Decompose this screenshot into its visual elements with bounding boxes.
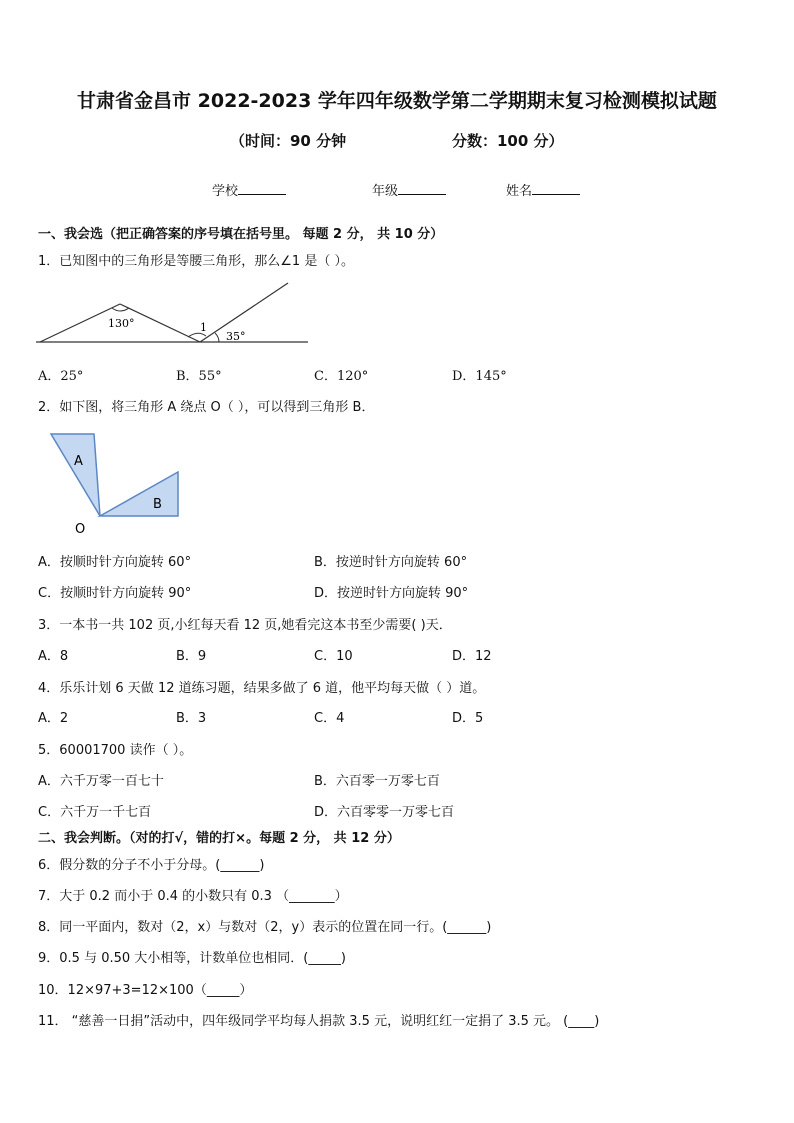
angle-35-label: 35°: [226, 330, 246, 343]
q3-option-b[interactable]: B．9: [176, 649, 207, 664]
question-10: 10．12×97+3=12×100（_____）: [38, 983, 253, 998]
triangle-a: [51, 434, 100, 516]
question-6: 6．假分数的分子不小于分母。(______): [38, 858, 265, 873]
q5-option-d[interactable]: D．六百零零一万零七百: [314, 805, 455, 820]
name-field: [506, 180, 580, 199]
q5-option-c[interactable]: C．六千万一千七百: [38, 805, 152, 820]
q1-option-d[interactable]: D．145°: [452, 369, 507, 384]
q5-option-a[interactable]: A．六千万零一百七十: [38, 774, 164, 789]
q4-option-c[interactable]: C．4: [314, 711, 345, 726]
question-2: 2．如下图，将三角形 A 绕点 O（ ），可以得到三角形 B．: [38, 400, 375, 415]
label-o: O: [75, 522, 86, 537]
q2-option-d[interactable]: D．按逆时针方向旋转 90°: [314, 586, 469, 601]
grade-field: [372, 180, 446, 199]
question-11: 11． “慈善一日捐”活动中，四年级同学平均每人捐款 3.5 元，说明红红一定捐了 3.5 元。 (____): [38, 1014, 600, 1029]
q3-option-c[interactable]: C．10: [314, 649, 353, 664]
exam-time: （时间：90 分钟: [230, 132, 347, 150]
question-1-figure: [36, 280, 311, 350]
label-a: A: [74, 454, 83, 469]
q1-option-b[interactable]: B．55°: [176, 369, 222, 384]
q1-option-a[interactable]: A．25°: [38, 369, 84, 384]
grade-blank[interactable]: [398, 182, 446, 195]
q4-option-b[interactable]: B．3: [176, 711, 207, 726]
q4-option-a[interactable]: A．2: [38, 711, 69, 726]
question-8: 8．同一平面内，数对（2，x）与数对（2，y）表示的位置在同一行。(______): [38, 920, 492, 935]
q3-option-d[interactable]: D．12: [452, 649, 492, 664]
q4-option-d[interactable]: D．5: [452, 711, 484, 726]
page-title: 甘肃省金昌市 2022-2023 学年四年级数学第二学期期末复习检测模拟试题: [77, 90, 717, 112]
label-b: B: [153, 497, 162, 512]
question-2-figure: [44, 428, 189, 540]
question-9: 9．0.5 与 0.50 大小相等，计数单位也相同．(_____): [38, 951, 346, 966]
exam-score: 分数：100 分）: [452, 132, 564, 150]
section-1-heading: 一、我会选（把正确答案的序号填在括号里。 每题 2 分， 共 10 分）: [38, 227, 444, 242]
q2-option-a[interactable]: A．按顺时针方向旋转 60°: [38, 555, 192, 570]
q1-option-c[interactable]: C．120°: [314, 369, 369, 384]
triangle-b: [100, 472, 178, 516]
grade-label: 年级: [372, 184, 399, 199]
apex-angle-arc: [112, 308, 129, 311]
name-label: 姓名: [506, 184, 533, 199]
school-field: [212, 180, 286, 199]
angle-35-arc: [215, 333, 219, 342]
school-blank[interactable]: [238, 182, 286, 195]
q3-option-a[interactable]: A．8: [38, 649, 69, 664]
question-7: 7．大于 0.2 而小于 0.4 的小数只有 0.3 （_______）: [38, 889, 348, 904]
q5-option-b[interactable]: B．六百零一万零七百: [314, 774, 440, 789]
section-2-heading: 二、我会判断。（对的打√，错的打×。每题 2 分， 共 12 分）: [38, 831, 400, 846]
name-blank[interactable]: [532, 182, 580, 195]
q2-option-c[interactable]: C．按顺时针方向旋转 90°: [38, 586, 192, 601]
angle-130-label: 130°: [108, 317, 135, 330]
question-4: 4．乐乐计划 6 天做 12 道练习题，结果多做了 6 道，他平均每天做（ ）道。: [38, 681, 486, 696]
school-label: 学校: [212, 184, 239, 199]
question-5: 5．60001700 读作（ ）。: [38, 743, 193, 758]
question-3: 3．一本书一共 102 页,小红每天看 12 页,她看完这本书至少需要( )天．: [38, 618, 452, 633]
q2-option-b[interactable]: B．按逆时针方向旋转 60°: [314, 555, 468, 570]
angle-1-label: 1: [200, 321, 207, 334]
question-1: 1．已知图中的三角形是等腰三角形，那么∠1 是（ ）。: [38, 254, 354, 269]
